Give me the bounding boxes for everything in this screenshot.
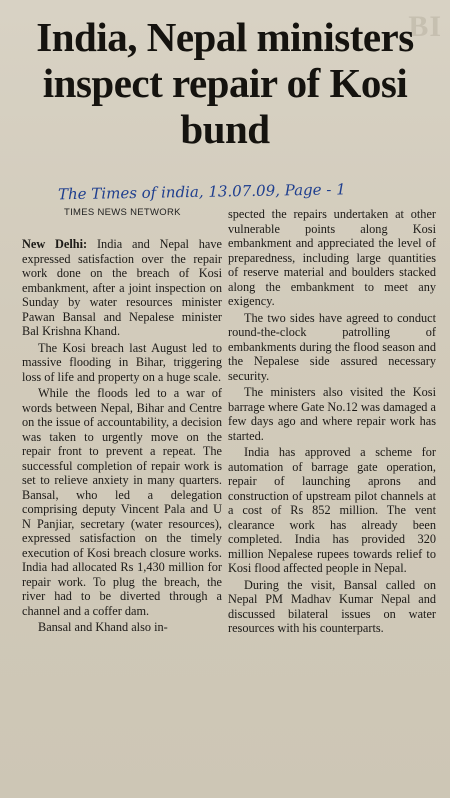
article-paragraph: spected the repairs undertaken at other vulnerable points along Kosi embankment and appreciated the level of preparedness, including large quantities of reserve material and boulders stacked along the embankment to meet any exigency. [228, 207, 436, 308]
article-column-right [228, 207, 436, 636]
article-paragraph: The Kosi breach last August led to massive flooding in Bihar, triggering loss of life and property on a huge scale. [22, 340, 222, 384]
article-column-left [22, 237, 222, 635]
article-paragraph: While the floods led to a war of words between Nepal, Bihar and Centre on the issue of accountability, a decision was taken to urgently move on the repair front to prevent a repeat. The successful completion of repair work is set to relieve anxiety in many quarters. Bansal, who led a delegation comprising deputy Vincent Pala and U N Panjiar, secretary (water resources), expressed satisfaction on the timely execution of Kosi breach closure works. India had allocated Rs 1,430 million for repair work. To plug the breach, the river had to be diverted through a channel and a coffer dam. [22, 386, 222, 618]
article-paragraph: The two sides have agreed to conduct round-the-clock patrolling of embankments during the flood season and the Nepalese side assured necessary security. [228, 310, 436, 383]
article-paragraph: The ministers also visited the Kosi barrage where Gate No.12 was damaged a few days ago and where repair work has started. [228, 385, 436, 443]
dateline: New Delhi: [22, 237, 88, 251]
byline: TIMES NEWS NETWORK [64, 207, 181, 218]
article-paragraph: During the visit, Bansal called on Nepal PM Madhav Kumar Nepal and discussed bilateral issues on water resources with his counterparts. [228, 577, 436, 635]
article-paragraph: India has approved a scheme for automation of barrage gate operation, repair of launching aprons and construction of upstream pilot channels at a cost of Rs 852 million. The vent clearance work has already been completed. India has provided 320 million Nepalese rupees towards relief to Kosi flood affected people in Nepal. [228, 445, 436, 575]
background-page-word: BI [408, 10, 442, 43]
handwritten-source-note: The Times of india, 13.07.09, Page - 1 [57, 180, 346, 204]
article-paragraph: Bansal and Khand also in- [38, 620, 168, 634]
article-paragraph [22, 237, 222, 339]
paragraph-text: India and Nepal have expressed satisfaction over the repair work done on the breach of Kosi embankment, after a joint inspection on Sunday by water resources minister Pawan Bansal and Nepalese minister Bal Krishna Khand. [22, 237, 222, 338]
headline: India, Nepal ministers inspect repair of Kosi bund [36, 14, 414, 152]
